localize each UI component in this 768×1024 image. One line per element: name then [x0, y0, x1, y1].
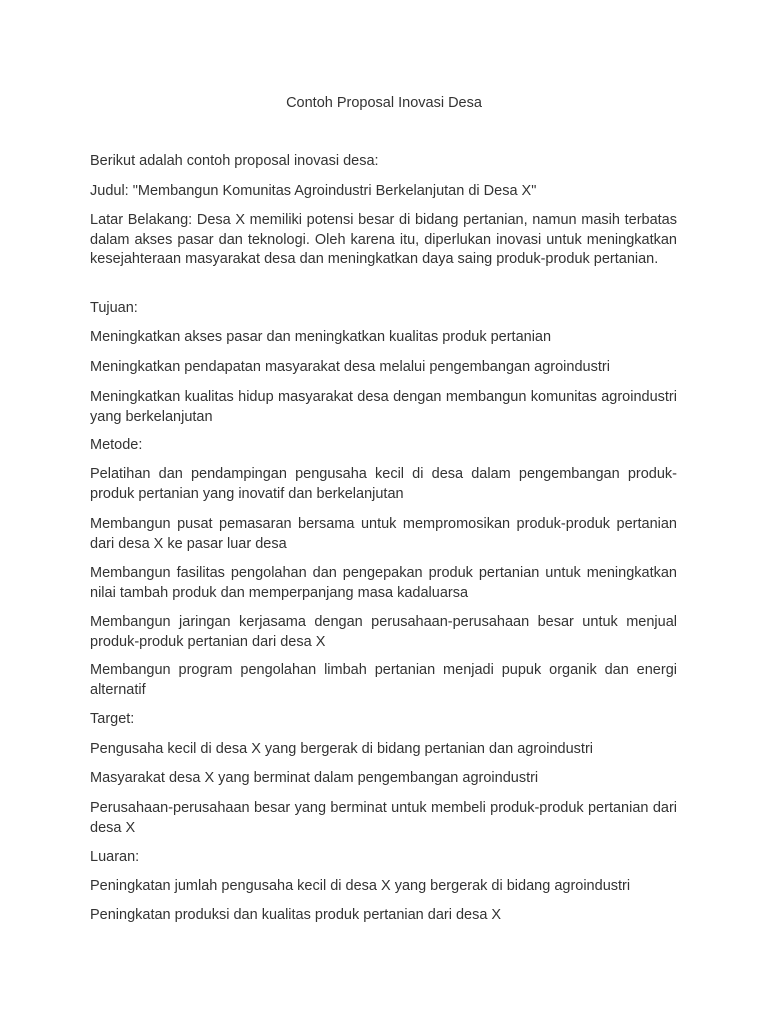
- metode-item: Membangun jaringan kerjasama dengan perusahaan-perusahaan besar untuk menjual produk-produk pertanian dari desa X: [90, 614, 677, 650]
- metode-item: Pelatihan dan pendampingan pengusaha kecil di desa dalam pengembangan produk-produk pertanian yang inovatif dan berkelanjutan: [90, 466, 677, 502]
- latar-belakang-paragraph: Latar Belakang: Desa X memiliki potensi besar di bidang pertanian, namun masih terbatas dalam akses pasar dan teknologi. Oleh karena itu, diperlukan inovasi untuk meningkatkan kesejahteraan masyarakat desa dan meningkatkan daya saing produk-produk pertanian.: [90, 212, 677, 267]
- luaran-item: Peningkatan produksi dan kualitas produk pertanian dari desa X: [90, 907, 502, 923]
- section-heading-tujuan: Tujuan:: [90, 300, 138, 316]
- target-item: Masyarakat desa X yang berminat dalam pengembangan agroindustri: [90, 770, 539, 786]
- tujuan-item: Meningkatkan akses pasar dan meningkatkan kualitas produk pertanian: [90, 329, 552, 345]
- tujuan-item: Meningkatkan pendapatan masyarakat desa melalui pengembangan agroindustri: [90, 359, 610, 375]
- tujuan-item: Meningkatkan kualitas hidup masyarakat desa dengan membangun komunitas agroindustri yang berkelanjutan: [90, 389, 677, 425]
- metode-item: Membangun pusat pemasaran bersama untuk mempromosikan produk-produk pertanian dari desa X ke pasar luar desa: [90, 516, 677, 552]
- target-item: Pengusaha kecil di desa X yang bergerak di bidang pertanian dan agroindustri: [90, 741, 594, 757]
- section-heading-target: Target:: [90, 711, 135, 727]
- judul-paragraph: Judul: "Membangun Komunitas Agroindustri Berkelanjutan di Desa X": [90, 183, 537, 199]
- metode-item: Membangun program pengolahan limbah pertanian menjadi pupuk organik dan energi alternatif: [90, 662, 677, 698]
- section-heading-metode: Metode:: [90, 437, 143, 453]
- target-item: Perusahaan-perusahaan besar yang berminat untuk membeli produk-produk pertanian dari desa X: [90, 800, 677, 836]
- document-title: Contoh Proposal Inovasi Desa: [286, 95, 482, 111]
- luaran-item: Peningkatan jumlah pengusaha kecil di desa X yang bergerak di bidang agroindustri: [90, 878, 631, 894]
- intro-paragraph: Berikut adalah contoh proposal inovasi desa:: [90, 153, 379, 169]
- metode-item: Membangun fasilitas pengolahan dan pengepakan produk pertanian untuk meningkatkan nilai tambah produk dan memperpanjang masa kadaluarsa: [90, 565, 677, 601]
- section-heading-luaran: Luaran:: [90, 849, 140, 865]
